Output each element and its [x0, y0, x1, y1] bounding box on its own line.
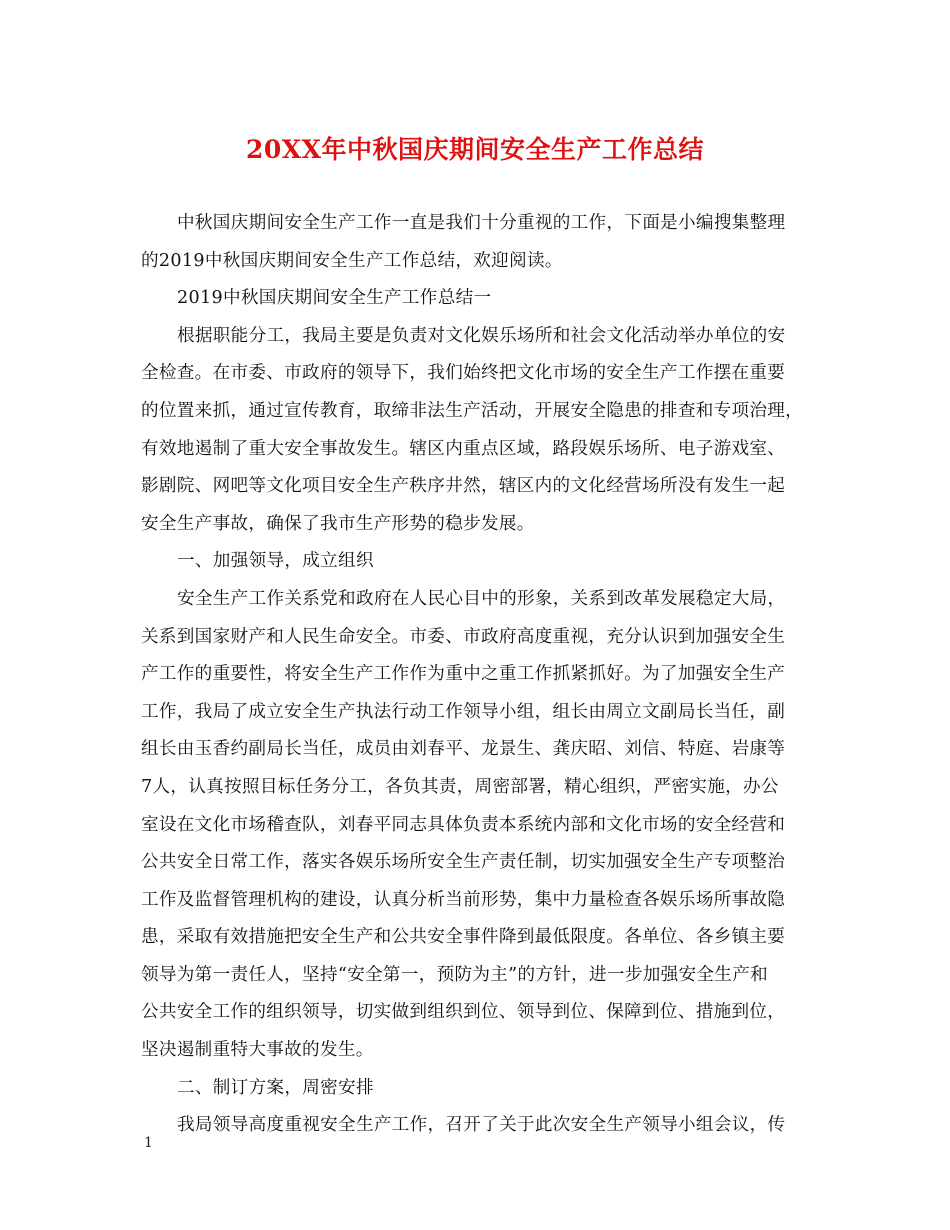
section-heading: 2019中秋国庆期间安全生产工作总结一	[177, 288, 492, 309]
paragraph-line: 根据职能分工，我局主要是负责对文化娱乐场所和社会文化活动举办单位的安	[177, 325, 786, 346]
paragraph-line: 工作及监督管理机构的建设，认真分析当前形势，集中力量检查各娱乐场所事故隐	[141, 889, 786, 910]
paragraph-line: 的位置来抓，通过宣传教育，取缔非法生产活动，开展安全隐患的排查和专项治理，	[141, 400, 804, 421]
paragraph-line: 全检查。在市委、市政府的领导下，我们始终把文化市场的安全生产工作摆在重要	[141, 363, 786, 384]
paragraph-line: 中秋国庆期间安全生产工作一直是我们十分重视的工作，下面是小编搜集整理	[177, 213, 786, 233]
paragraph-line: 公共安全工作的组织领导，切实做到组织到位、领导到位、保障到位、措施到位，	[141, 1002, 786, 1023]
paragraph-line: 7人，认真按照目标任务分工，各负其责，周密部署，精心组织，严密实施，办公	[141, 776, 779, 797]
page-number: 1	[144, 1135, 153, 1151]
paragraph-line: 关系到国家财产和人民生命安全。市委、市政府高度重视，充分认识到加强安全生	[141, 626, 786, 647]
section-heading: 二、制订方案，周密安排	[177, 1077, 374, 1098]
paragraph-line: 产工作的重要性，将安全生产工作作为重中之重工作抓紧抓好。为了加强安全生产	[141, 664, 786, 685]
paragraph-line: 工作，我局了成立安全生产执法行动工作领导小组，组长由周立文副局长当任，副	[141, 701, 786, 722]
paragraph-line: 坚决遏制重特大事故的发生。	[141, 1040, 374, 1061]
paragraph-line: 领导为第一责任人，坚持“安全第一，预防为主”的方针，进一步加强安全生产和	[141, 964, 768, 985]
paragraph-line: 安全生产事故，确保了我市生产形势的稳步发展。	[141, 513, 535, 534]
paragraph-line: 的2019中秋国庆期间安全生产工作总结，欢迎阅读。	[141, 250, 563, 271]
paragraph-line: 室设在文化市场稽查队，刘春平同志具体负责本系统内部和文化市场的安全经营和	[141, 814, 786, 835]
paragraph-line: 我局领导高度重视安全生产工作，召开了关于此次安全生产领导小组会议，传	[177, 1115, 786, 1136]
section-heading: 一、加强领导，成立组织	[177, 551, 374, 572]
document-body	[141, 205, 821, 1145]
paragraph-line: 组长由玉香约副局长当任，成员由刘春平、龙景生、龚庆昭、刘信、特庭、岩康等	[141, 739, 786, 760]
paragraph-line: 影剧院、网吧等文化项目安全生产秩序井然，辖区内的文化经营场所没有发生一起	[141, 476, 786, 497]
paragraph-line: 安全生产工作关系党和政府在人民心目中的形象，关系到改革发展稳定大局，	[177, 588, 786, 609]
paragraph-line: 有效地遏制了重大安全事故发生。辖区内重点区域，路段娱乐场所、电子游戏室、	[141, 438, 786, 459]
paragraph-line: 患，采取有效措施把安全生产和公共安全事件降到最低限度。各单位、各乡镇主要	[141, 927, 786, 948]
document-title: 20XX年中秋国庆期间安全生产工作总结	[245, 135, 705, 164]
paragraph-line: 公共安全日常工作，落实各娱乐场所安全生产责任制，切实加强安全生产专项整治	[141, 852, 786, 873]
